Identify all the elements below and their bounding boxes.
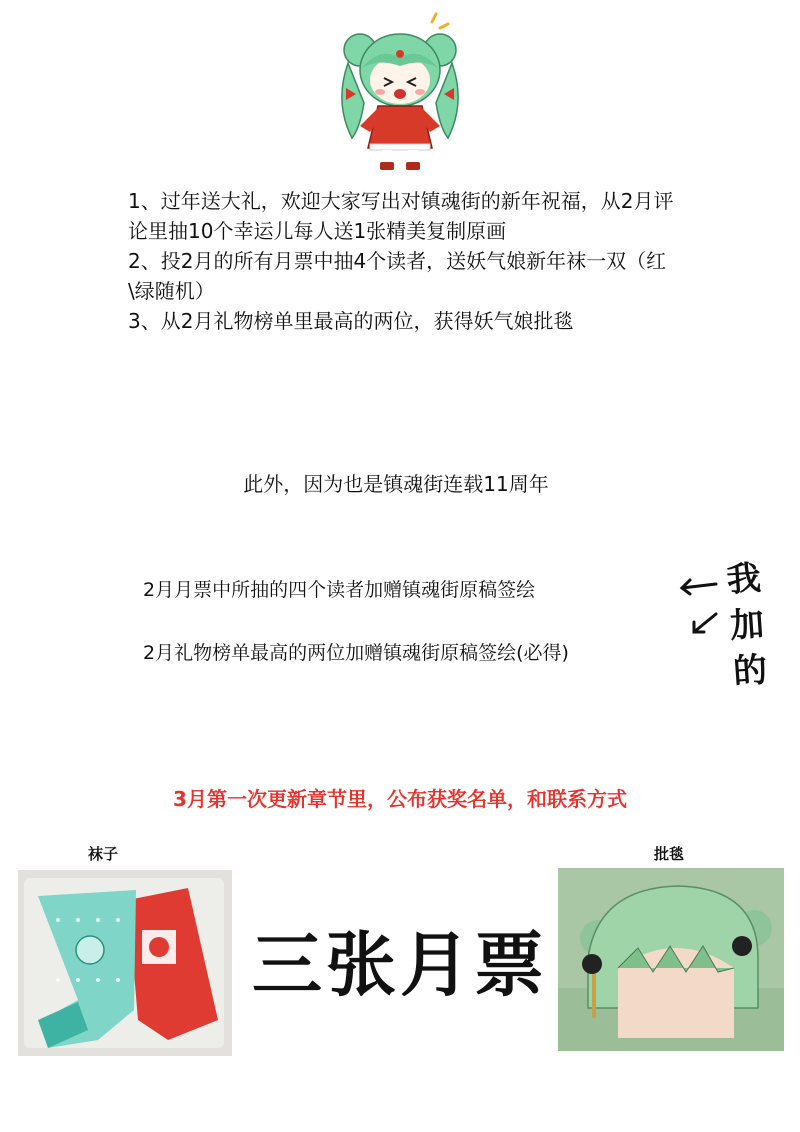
rules-list (128, 186, 688, 336)
handwritten-annotation: 我加的 (725, 558, 769, 693)
blanket-caption: 批毯 (654, 845, 685, 863)
anniversary-note: 此外，因为也是镇魂街连载11周年 (243, 472, 549, 496)
rule-3: 3、从2月礼物榜单里最高的两位，获得妖气娘批毯 (128, 309, 574, 333)
calligraphy-title: 三张月票 (252, 923, 548, 1006)
rule-2: 2、投2月的所有月票中抽4个读者，送妖气娘新年袜一双（红\绿随机） (128, 249, 667, 303)
rule-1: 1、过年送大礼，欢迎大家写出对镇魂街的新年祝福，从2月评论里抽10个幸运儿每人送1张精美复制原画 (128, 189, 674, 243)
bonus-2: 2月礼物榜单最高的两位加赠镇魂街原稿签绘(必得) (143, 642, 569, 664)
socks-photo (18, 870, 232, 1056)
bonus-1: 2月月票中所抽的四个读者加赠镇魂街原稿签绘 (143, 579, 536, 601)
announcement: 3月第一次更新章节里，公布获奖名单，和联系方式 (173, 787, 627, 811)
chibi-girl-mascot-icon (330, 8, 470, 173)
blanket-photo (558, 868, 784, 1051)
mascot-illustration (330, 8, 470, 173)
socks-caption: 袜子 (88, 845, 119, 863)
